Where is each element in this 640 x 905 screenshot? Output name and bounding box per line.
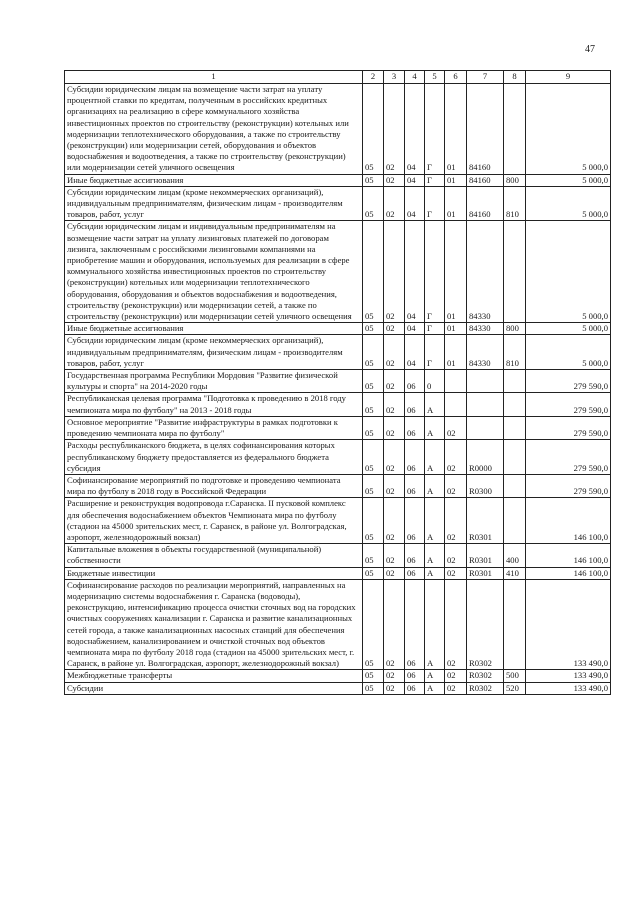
code-cell: 500 (504, 670, 526, 682)
amount-cell: 279 590,0 (526, 393, 611, 416)
code-cell: R0301 (467, 544, 504, 567)
table-row (65, 186, 611, 221)
code-cell (445, 393, 467, 416)
row-name-cell: Софинансирование расходов по реализации мероприятий, направленных на модернизацию системы водоснабжения г. Саранска (водоводы), реконструкцию, интенсификацию процесса очистки сточных вод на городских очистных сооружениях канализации г. Саранска и развитие канализационных сетей города, а также канализационных насосных станций для обеспечения водоснабжением, канализированием и очисткой сточных вод объектов чемпионата мира по футболу 2018 года (стадион на 45000 зрительских мест, г. Саранск, в районе ул. Волгоградская, аэропорт, железнодорожный вокзал) (65, 579, 363, 670)
code-cell: 06 (405, 579, 425, 670)
row-name-cell: Субсидии юридическим лицам и индивидуальным предпринимателям на возмещение части затрат на уплату лизинговых платежей по договорам лизинга, заключенным с российскими лизинговыми компаниями на приобретение машин и оборудования, используемых для реализации в сфере коммунального хозяйства инвестиционных проектов по строительству (реконструкции) котельных или модернизации теплотехнического оборудования, оборудования и объектов водоснабжения и водоотведения, строительству (реконструкции) или модернизации сетей, а также по строительству (реконструкции) или модернизации сетей уличного освещения (65, 221, 363, 323)
code-cell: R0302 (467, 579, 504, 670)
code-cell: 02 (445, 474, 467, 497)
code-cell: 04 (405, 186, 425, 221)
table-row (65, 567, 611, 579)
code-cell: 410 (504, 567, 526, 579)
code-cell: 04 (405, 221, 425, 323)
code-cell (467, 370, 504, 393)
code-cell: 02 (384, 370, 405, 393)
row-name-cell: Межбюджетные трансферты (65, 670, 363, 682)
code-cell: А (425, 498, 445, 544)
code-cell: 04 (405, 174, 425, 186)
row-name-cell: Софинансирование мероприятий по подготовке и проведению чемпионата мира по футболу в 2018 году в Российской Федерации (65, 474, 363, 497)
header-cell: 4 (405, 71, 425, 84)
header-cell: 2 (363, 71, 384, 84)
code-cell: 84330 (467, 323, 504, 335)
code-cell (504, 498, 526, 544)
row-name-cell: Субсидии (65, 682, 363, 694)
code-cell: 06 (405, 544, 425, 567)
row-name-cell: Субсидии юридическим лицам на возмещение части затрат на уплату процентной ставки по кредитам, полученным в российских кредитных организациях на реализацию в сфере коммунального хозяйства инвестиционных проектов по строительству (реконструкции) котельных или модернизации теплотехнического оборудования, а также по строительству (реконструкции) или модернизации сетей, оборудования и объектов водоснабжения и водоотведения, а также по строительству (реконструкции) или модернизации сетей уличного освещения (65, 84, 363, 175)
code-cell: 04 (405, 335, 425, 370)
code-cell: 02 (384, 567, 405, 579)
code-cell: А (425, 544, 445, 567)
code-cell: 02 (445, 440, 467, 475)
code-cell: А (425, 567, 445, 579)
header-cell: 7 (467, 71, 504, 84)
table-row (65, 370, 611, 393)
code-cell: R0300 (467, 474, 504, 497)
header-cell: 3 (384, 71, 405, 84)
code-cell: 02 (445, 682, 467, 694)
code-cell: 04 (405, 84, 425, 175)
code-cell: 06 (405, 567, 425, 579)
code-cell: 02 (445, 579, 467, 670)
amount-cell: 5 000,0 (526, 174, 611, 186)
code-cell: 01 (445, 335, 467, 370)
amount-cell: 279 590,0 (526, 416, 611, 439)
code-cell (504, 579, 526, 670)
code-cell: 05 (363, 498, 384, 544)
row-name-cell: Субсидии юридическим лицам (кроме некоммерческих организаций), индивидуальным предпринимателям, физическим лицам - производителям товаров, работ, услуг (65, 186, 363, 221)
code-cell: 84160 (467, 186, 504, 221)
code-cell: А (425, 393, 445, 416)
row-name-cell: Иные бюджетные ассигнования (65, 323, 363, 335)
table-row (65, 174, 611, 186)
code-cell: 01 (445, 174, 467, 186)
code-cell (504, 221, 526, 323)
code-cell (445, 370, 467, 393)
table-row (65, 393, 611, 416)
code-cell: 400 (504, 544, 526, 567)
code-cell: 84160 (467, 84, 504, 175)
code-cell: 05 (363, 544, 384, 567)
amount-cell: 5 000,0 (526, 186, 611, 221)
code-cell: 800 (504, 174, 526, 186)
code-cell (504, 370, 526, 393)
code-cell: R0000 (467, 440, 504, 475)
code-cell: 05 (363, 221, 384, 323)
amount-cell: 5 000,0 (526, 335, 611, 370)
code-cell: 06 (405, 682, 425, 694)
amount-cell: 146 100,0 (526, 498, 611, 544)
header-cell: 1 (65, 71, 363, 84)
amount-cell: 146 100,0 (526, 544, 611, 567)
code-cell: 06 (405, 670, 425, 682)
code-cell: 02 (384, 670, 405, 682)
code-cell: А (425, 474, 445, 497)
code-cell: 02 (384, 186, 405, 221)
table-row (65, 335, 611, 370)
code-cell: 02 (384, 335, 405, 370)
code-cell: R0301 (467, 567, 504, 579)
code-cell (504, 474, 526, 497)
amount-cell: 5 000,0 (526, 84, 611, 175)
code-cell: 02 (445, 567, 467, 579)
code-cell: 02 (384, 84, 405, 175)
code-cell (504, 416, 526, 439)
code-cell: 02 (384, 544, 405, 567)
code-cell: 02 (384, 498, 405, 544)
header-cell: 6 (445, 71, 467, 84)
code-cell: Г (425, 323, 445, 335)
amount-cell: 279 590,0 (526, 440, 611, 475)
header-cell: 8 (504, 71, 526, 84)
code-cell: 02 (445, 416, 467, 439)
code-cell: 800 (504, 323, 526, 335)
code-cell: Г (425, 335, 445, 370)
code-cell: 02 (384, 440, 405, 475)
code-cell: 05 (363, 579, 384, 670)
code-cell: 0 (425, 370, 445, 393)
code-cell (467, 416, 504, 439)
code-cell: А (425, 670, 445, 682)
row-name-cell: Расширение и реконструкция водопровода г.Саранска. II пусковой комплекс для обеспечения водоснабжением объектов Чемпионата мира по футболу (стадион на 45000 зрительских мест, г. Саранск, в районе ул. Волгоградская, аэропорт, железнодорожный вокзал) (65, 498, 363, 544)
code-cell: 84330 (467, 221, 504, 323)
code-cell: 01 (445, 186, 467, 221)
amount-cell: 146 100,0 (526, 567, 611, 579)
code-cell: 02 (384, 323, 405, 335)
page-number: 47 (585, 44, 595, 55)
amount-cell: 5 000,0 (526, 221, 611, 323)
code-cell: 06 (405, 370, 425, 393)
row-name-cell: Иные бюджетные ассигнования (65, 174, 363, 186)
code-cell: 05 (363, 474, 384, 497)
row-name-cell: Государственная программа Республики Мордовия "Развитие физической культуры и спорта" на 2014-2020 годы (65, 370, 363, 393)
code-cell: 02 (384, 682, 405, 694)
table-row (65, 323, 611, 335)
code-cell: R0302 (467, 682, 504, 694)
code-cell (467, 393, 504, 416)
code-cell: 02 (445, 544, 467, 567)
amount-cell: 5 000,0 (526, 323, 611, 335)
table-row (65, 416, 611, 439)
amount-cell: 279 590,0 (526, 474, 611, 497)
row-name-cell: Капитальные вложения в объекты государственной (муниципальной) собственности (65, 544, 363, 567)
amount-cell: 133 490,0 (526, 670, 611, 682)
header-cell: 9 (526, 71, 611, 84)
code-cell: 02 (384, 393, 405, 416)
table-row (65, 498, 611, 544)
table-row (65, 440, 611, 475)
row-name-cell: Расходы республиканского бюджета, в целях софинансирования которых республиканскому бюджету предоставляется из федерального бюджета субсидия (65, 440, 363, 475)
code-cell: 84160 (467, 174, 504, 186)
code-cell: 810 (504, 186, 526, 221)
row-name-cell: Субсидии юридическим лицам (кроме некоммерческих организаций), индивидуальным предпринимателям, физическим лицам - производителям товаров, работ, услуг (65, 335, 363, 370)
code-cell: 05 (363, 416, 384, 439)
code-cell: 01 (445, 84, 467, 175)
code-cell (504, 393, 526, 416)
code-cell: 05 (363, 440, 384, 475)
code-cell: А (425, 440, 445, 475)
budget-table (64, 70, 611, 695)
header-row (65, 71, 611, 84)
code-cell: 04 (405, 323, 425, 335)
code-cell: 05 (363, 393, 384, 416)
code-cell: 06 (405, 440, 425, 475)
code-cell: 02 (445, 498, 467, 544)
code-cell: Г (425, 174, 445, 186)
code-cell: Г (425, 221, 445, 323)
code-cell: R0302 (467, 670, 504, 682)
code-cell: 02 (445, 670, 467, 682)
code-cell: 02 (384, 474, 405, 497)
table-row (65, 544, 611, 567)
code-cell: 05 (363, 670, 384, 682)
code-cell: А (425, 682, 445, 694)
code-cell (504, 440, 526, 475)
amount-cell: 133 490,0 (526, 579, 611, 670)
table-row (65, 579, 611, 670)
code-cell: Г (425, 84, 445, 175)
code-cell: А (425, 579, 445, 670)
code-cell: 02 (384, 174, 405, 186)
code-cell: 01 (445, 221, 467, 323)
code-cell: 05 (363, 186, 384, 221)
code-cell: 810 (504, 335, 526, 370)
row-name-cell: Основное мероприятие "Развитие инфраструктуры в рамках подготовки к проведению чемпионата мира по футболу" (65, 416, 363, 439)
table-row (65, 84, 611, 175)
code-cell: 05 (363, 323, 384, 335)
code-cell: 05 (363, 370, 384, 393)
code-cell: 05 (363, 84, 384, 175)
code-cell: 520 (504, 682, 526, 694)
table-row (65, 682, 611, 694)
amount-cell: 279 590,0 (526, 370, 611, 393)
table-row (65, 670, 611, 682)
code-cell: 06 (405, 498, 425, 544)
amount-cell: 133 490,0 (526, 682, 611, 694)
code-cell: А (425, 416, 445, 439)
header-cell: 5 (425, 71, 445, 84)
code-cell: 06 (405, 393, 425, 416)
code-cell: R0301 (467, 498, 504, 544)
code-cell: 02 (384, 221, 405, 323)
code-cell: 01 (445, 323, 467, 335)
code-cell: 05 (363, 335, 384, 370)
row-name-cell: Республиканская целевая программа "Подготовка к проведению в 2018 году чемпионата мира по футболу" на 2013 - 2018 годы (65, 393, 363, 416)
code-cell: 05 (363, 174, 384, 186)
table-row (65, 474, 611, 497)
code-cell: 05 (363, 567, 384, 579)
code-cell: 06 (405, 474, 425, 497)
code-cell: 06 (405, 416, 425, 439)
code-cell: Г (425, 186, 445, 221)
code-cell: 84330 (467, 335, 504, 370)
code-cell: 02 (384, 416, 405, 439)
code-cell: 05 (363, 682, 384, 694)
table-row (65, 221, 611, 323)
code-cell: 02 (384, 579, 405, 670)
code-cell (504, 84, 526, 175)
row-name-cell: Бюджетные инвестиции (65, 567, 363, 579)
